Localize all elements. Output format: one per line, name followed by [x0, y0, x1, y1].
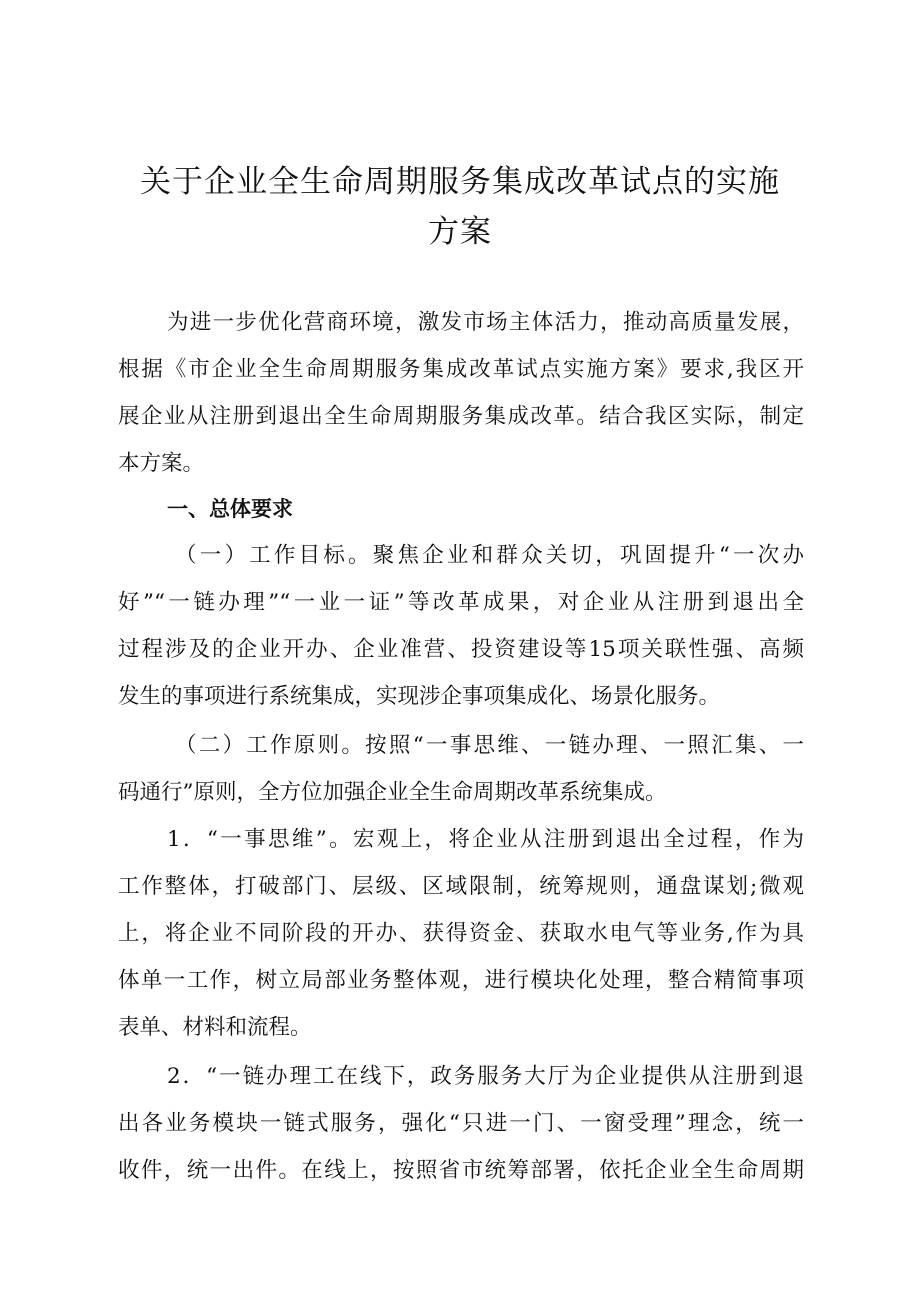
paragraph-goal-line-2: 好”“一链办理”“一业一证”等改革成果，对企业从注册到退出全	[118, 590, 804, 615]
paragraph-item2-line-2: 出各业务模块一链式服务，强化“只进一门、一窗受理”理念，统一	[118, 1111, 804, 1136]
paragraph-item1-line-1: 1．“一事思维”。宏观上，将企业从注册到退出全过程，作为	[167, 827, 804, 852]
paragraph-item1-line-2: 工作整体，打破部门、层级、区域限制，统筹规则，通盘谋划;微观	[118, 874, 804, 899]
document-title-line-2: 方案	[428, 214, 492, 250]
document-title-line-1: 关于企业全生命周期服务集成改革试点的实施	[140, 164, 780, 200]
paragraph-principles-line-1: （二）工作原则。按照“一事思维、一链办理、一照汇集、一	[175, 733, 804, 758]
paragraph-item2-line-1: 2．“一链办理工在线下，政务服务大厅为企业提供从注册到退	[167, 1064, 804, 1089]
paragraph-item1-line-5: 表单、材料和流程。	[118, 1015, 312, 1040]
paragraph-goal-line-3: 过程涉及的企业开办、企业准营、投资建设等15项关联性强、高频	[118, 637, 804, 662]
paragraph-intro-line-3: 展企业从注册到退出全生命周期服务集成改革。结合我区实际，制定	[118, 404, 804, 429]
paragraph-intro-line-2: 根据《市企业全生命周期服务集成改革试点实施方案》要求,我区开	[118, 357, 804, 382]
paragraph-item1-line-4: 体单一工作，树立局部业务整体观，进行模块化处理，整合精简事项	[118, 968, 804, 993]
paragraph-intro-line-4: 本方案。	[118, 451, 205, 476]
paragraph-goal-line-1: （一）工作目标。聚焦企业和群众关切，巩固提升“一次办	[175, 543, 804, 568]
paragraph-intro-line-1: 为进一步优化营商环境，激发市场主体活力，推动高质量发展，	[167, 310, 804, 335]
paragraph-principles-line-2: 码通行”原则，全方位加强企业全生命周期改革系统集成。	[118, 780, 667, 805]
section-heading-general-requirements: 一、总体要求	[167, 497, 293, 521]
paragraph-item1-line-3: 上，将企业不同阶段的开办、获得资金、获取水电气等业务,作为具	[118, 921, 804, 946]
paragraph-goal-line-4: 发生的事项进行系统集成，实现涉企事项集成化、场景化服务。	[118, 684, 721, 709]
paragraph-item2-line-3: 收件，统一出件。在线上，按照省市统筹部署，依托企业全生命周期	[118, 1158, 804, 1183]
